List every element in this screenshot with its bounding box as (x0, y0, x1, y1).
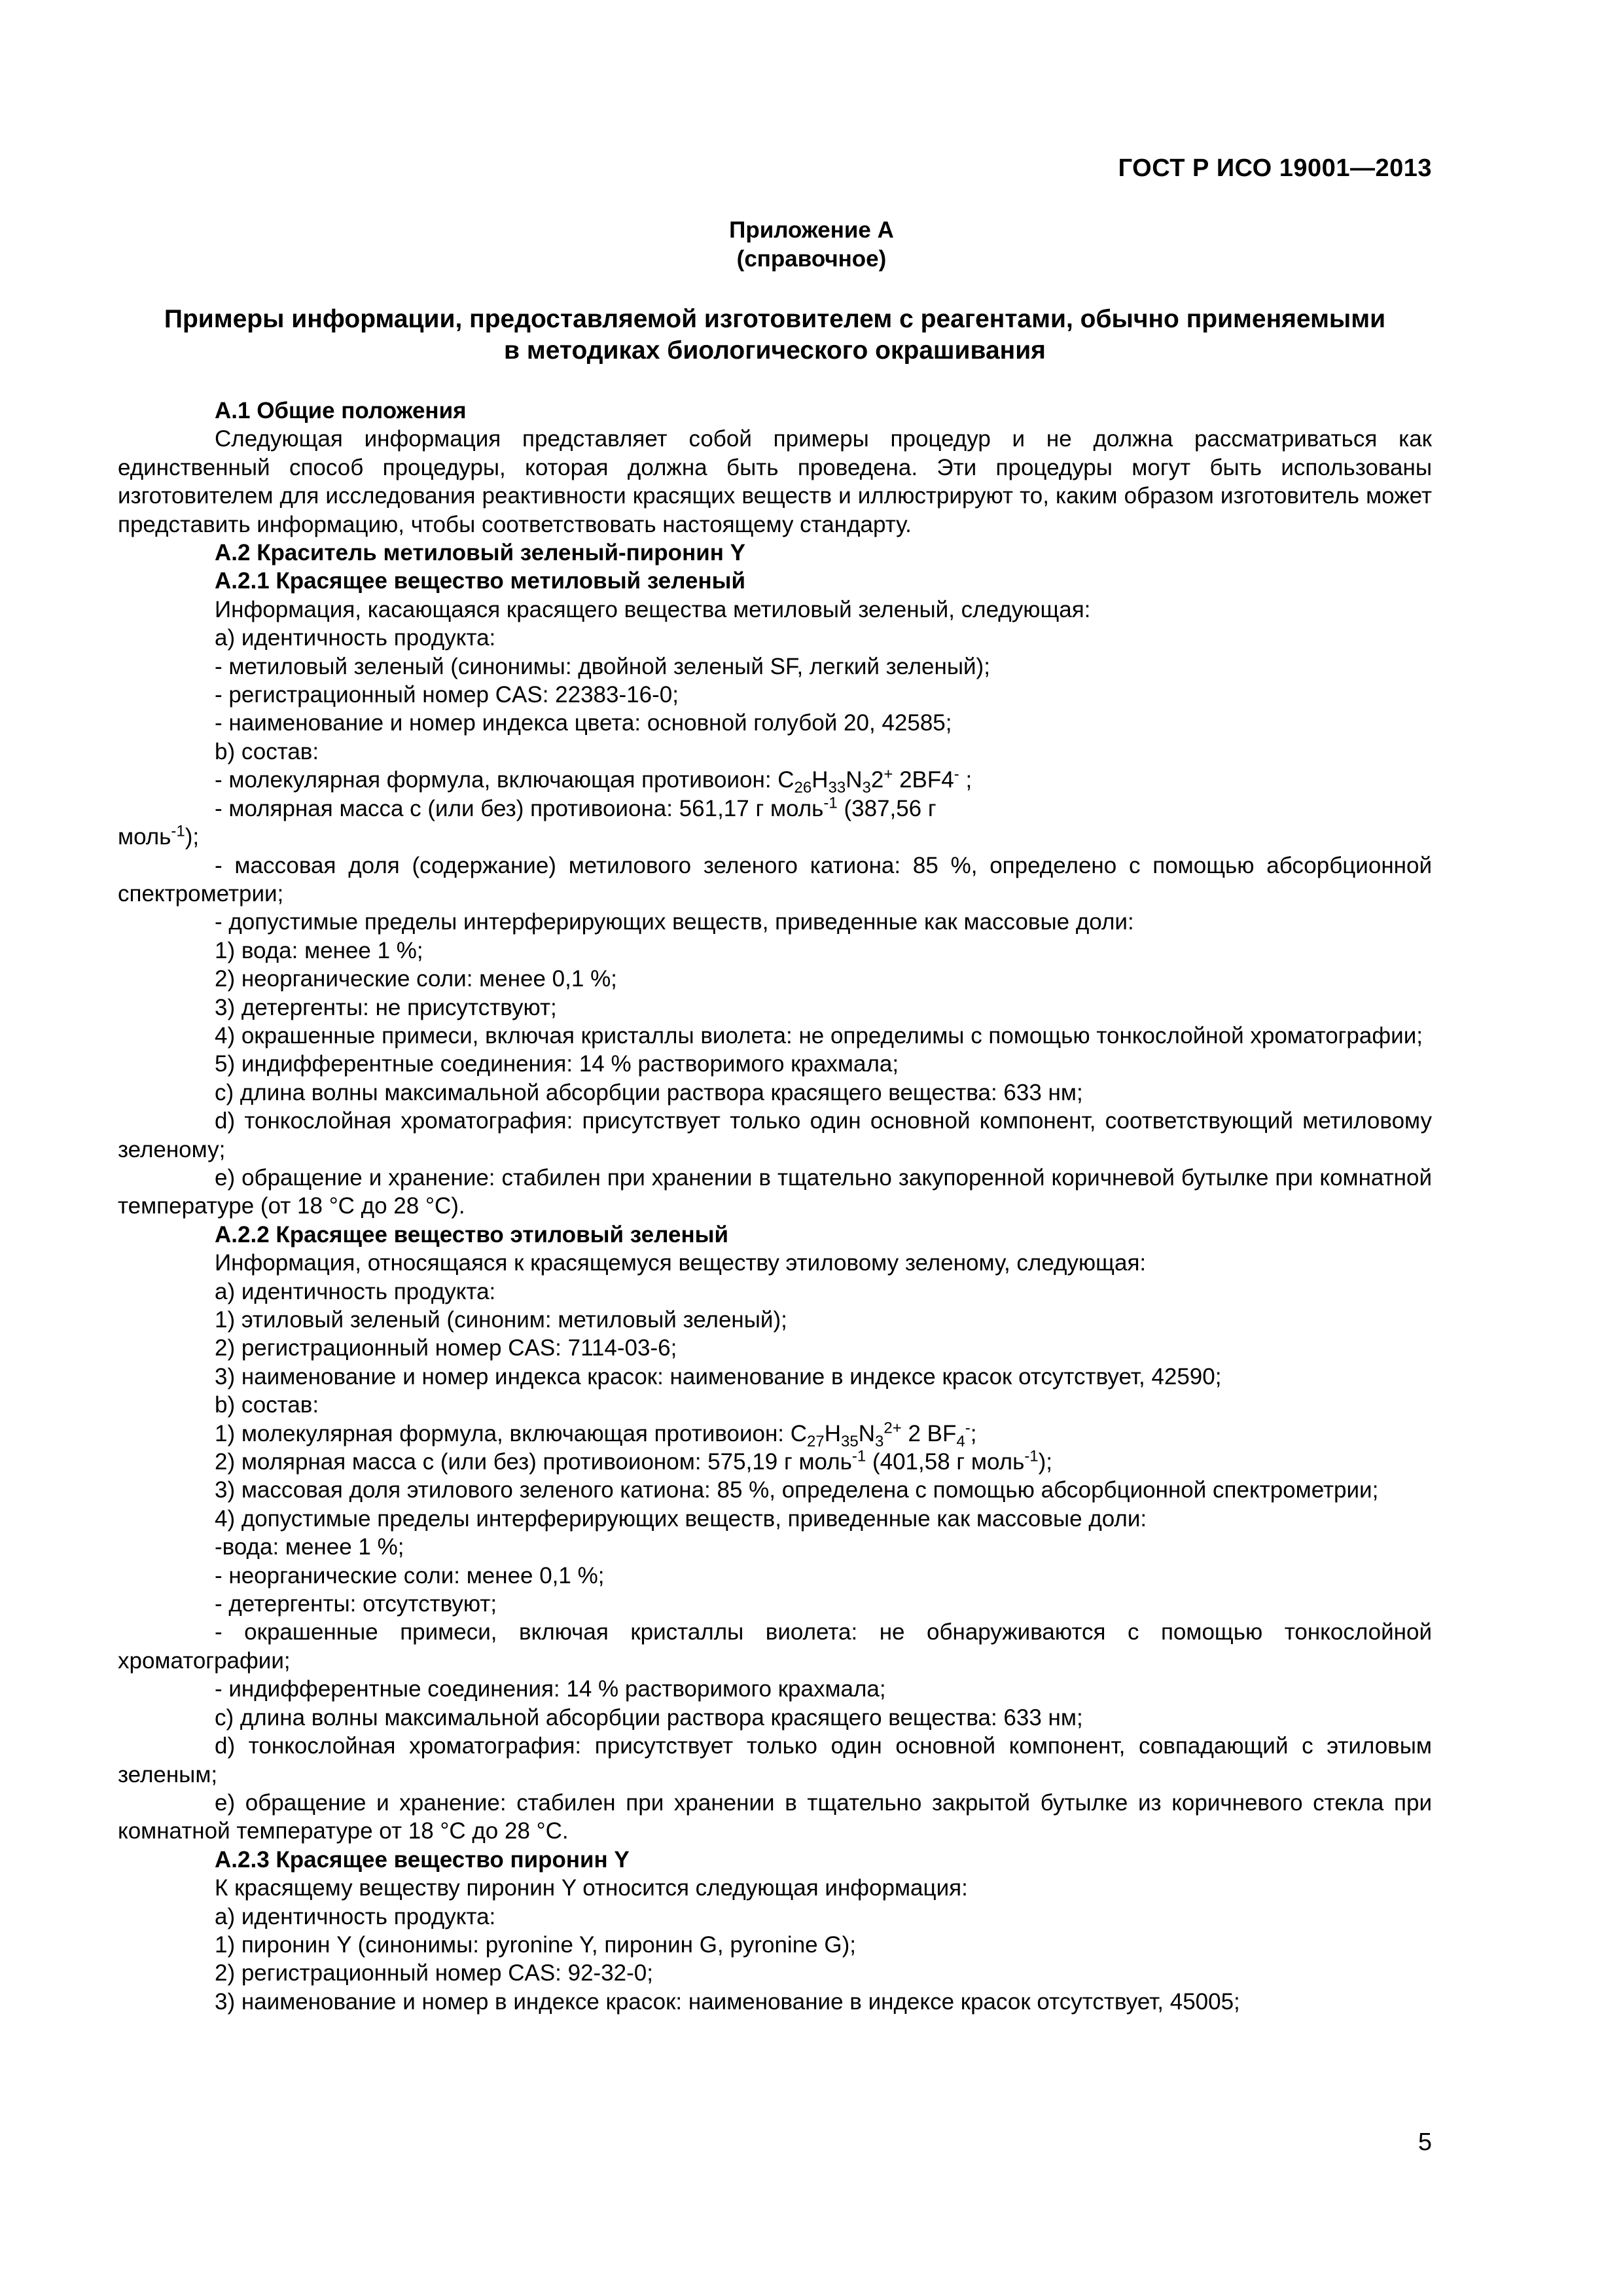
section-a21-molar-mass-cont (118, 823, 1432, 851)
section-a21-item-a: а) идентичность продукта: (215, 625, 496, 651)
formula-subscript: 27 (807, 1432, 825, 1450)
molar-mass-text: 2) молярная масса с (или без) противоионом: 575,19 г моль (215, 1449, 852, 1475)
section-a21-item-b: b) состав: (215, 738, 319, 764)
section-a21-heading: А.2.1 Красящее вещество метиловый зеленый (215, 568, 746, 594)
section-a21-item-a3: - наименование и номер индекса цвета: основной голубой 20, 42585; (215, 710, 952, 736)
formula-superscript: + (883, 765, 893, 783)
document-code-header: ГОСТ Р ИСО 19001—2013 (1118, 154, 1432, 182)
section-a22-formula (118, 1420, 1432, 1448)
section-a22-item-c: с) длина волны максимальной абсорбции раствора красящего вещества: 633 нм; (215, 1704, 1083, 1731)
molar-mass-text: - молярная масса с (или без) противоиона: 561,17 г моль (215, 795, 824, 821)
molar-mass-text: моль (118, 824, 171, 850)
section-a22-limit-1: -вода: менее 1 %; (215, 1534, 404, 1560)
section-a21-item-d: d) тонкослойная хроматография: присутствует только один основной компонент, соответствующий метиловому зеленому; (118, 1108, 1432, 1162)
formula-text: ; (970, 1420, 977, 1446)
appendix-kind: (справочное) (736, 246, 887, 272)
section-a1-paragraph: Следующая информация представляет собой примеры процедур и не должна рассматриваться как единственный способ процедуры, которая должна быть проведена. Эти процедуры могут быть использованы изготовителем для исследования реактивности красящих веществ и иллюстрируют то, каким образом изготовитель может представить информацию, чтобы соответствовать настоящему стандарту. (118, 426, 1432, 537)
formula-text: - молекулярная формула, включающая противоион: C (215, 767, 794, 793)
section-a22-limit-4: - окрашенные примеси, включая кристаллы виолета: не обнаруживаются с помощью тонкослойной хроматографии; (118, 1619, 1432, 1674)
molar-mass-superscript: -1 (823, 794, 838, 812)
appendix-title-line-1: Примеры информации, предоставляемой изготовителем с реагентами, обычно применяемыми (164, 305, 1386, 333)
section-a21-limits: - допустимые пределы интерферирующих веществ, приведенные как массовые доли: (215, 909, 1134, 935)
section-a21-limit-3: 3) детергенты: не присутствуют; (215, 994, 557, 1020)
molar-mass-superscript: -1 (851, 1447, 866, 1465)
section-a21-formula (118, 765, 1432, 797)
formula-text: H (824, 1420, 841, 1446)
section-a21-mass-fraction: - массовая доля (содержание) метилового зеленого катиона: 85 %, определено с помощью абсорбционной спектрометрии; (118, 852, 1432, 906)
section-a22-item-a2: 2) регистрационный номер CAS: 7114-03-6; (215, 1335, 677, 1361)
formula-text: 2 BF (901, 1420, 957, 1446)
section-a22-limit-3: - детергенты: отсутствуют; (215, 1591, 497, 1617)
section-a2-heading: А.2 Краситель метиловый зеленый-пиронин Y (215, 540, 745, 566)
appendix-label: Приложение А (729, 217, 894, 243)
section-a23-item-a1: 1) пиронин Y (синонимы: pyronine Y, пиронин G, pyronine G); (215, 1931, 856, 1958)
section-a22-limits: 4) допустимые пределы интерферирующих веществ, приведенные как массовые доли: (215, 1505, 1147, 1532)
formula-text: ; (959, 767, 972, 793)
molar-mass-text: ); (185, 824, 200, 850)
section-a21-intro: Информация, касающаяся красящего вещества метиловый зеленый, следующая: (215, 596, 1091, 622)
molar-mass-superscript: -1 (1024, 1447, 1039, 1465)
section-a21-item-c: с) длина волны максимальной абсорбции раствора красящего вещества: 633 нм; (215, 1079, 1083, 1105)
molar-mass-text: ); (1038, 1449, 1053, 1475)
formula-subscript: 3 (874, 1432, 884, 1450)
formula-subscript: 26 (794, 779, 812, 797)
formula-subscript: 4 (956, 1432, 965, 1450)
section-a21-item-e: е) обращение и хранение: стабилен при хранении в тщательно закупоренной коричневой бутылке при комнатной температуре (от 18 °С до 28 °С). (118, 1164, 1432, 1219)
section-a21-limit-1: 1) вода: менее 1 %; (215, 937, 423, 963)
section-a22-item-e: е) обращение и хранение: стабилен при хранении в тщательно закрытой бутылке из коричневого стекла при комнатной температуре от 18 °С до 28 °С. (118, 1789, 1432, 1844)
section-a23-item-a2: 2) регистрационный номер CAS: 92-32-0; (215, 1960, 653, 1986)
formula-subscript: 33 (828, 779, 846, 797)
section-a21-molar-mass (118, 795, 1432, 823)
section-a22-item-a3: 3) наименование и номер индекса красок: наименование в индексе красок отсутствует, 42590; (215, 1363, 1222, 1390)
section-a22-molar-mass (118, 1448, 1432, 1476)
section-a22-limit-2: - неорганические соли: менее 0,1 %; (215, 1562, 605, 1588)
section-a1-heading: А.1 Общие положения (215, 398, 467, 423)
section-a22-item-a1: 1) этиловый зеленый (синоним: метиловый зеленый); (215, 1307, 787, 1333)
section-a23-item-a: а) идентичность продукта: (215, 1903, 496, 1929)
section-a22-mass-fraction: 3) массовая доля этилового зеленого катиона: 85 %, определена с помощью абсорбционной спектрометрии; (215, 1477, 1379, 1503)
formula-superscript: - (965, 1418, 971, 1437)
page-number: 5 (1418, 2128, 1432, 2156)
formula-superscript: - (954, 765, 959, 783)
formula-text: 2 (870, 767, 884, 793)
formula-text: H (812, 767, 829, 793)
section-a22-intro: Информация, относящаяся к красящемуся веществу этиловому зеленому, следующая: (215, 1250, 1147, 1276)
molar-mass-superscript: -1 (171, 822, 185, 840)
section-a21-limit-4: 4) окрашенные примеси, включая кристаллы виолета: не определимы с помощью тонкослойной хроматографии; (215, 1022, 1423, 1049)
appendix-heading (0, 216, 1623, 274)
section-a23-item-a3: 3) наименование и номер в индексе красок: наименование в индексе красок отсутствует, 45005; (215, 1988, 1240, 2015)
section-a22-heading: А.2.2 Красящее вещество этиловый зеленый (215, 1221, 728, 1247)
appendix-title-line-2: в методиках биологического окрашивания (504, 336, 1046, 365)
section-a22-item-d: d) тонкослойная хроматография: присутствует только один основной компонент, совпадающий с этиловым зеленым; (118, 1733, 1432, 1787)
section-a21-item-a1: - метиловый зеленый (синонимы: двойной зеленый SF, легкий зеленый); (215, 653, 990, 679)
section-a21-item-a2: - регистрационный номер CAS: 22383-16-0; (215, 682, 679, 708)
section-a22-item-b: b) состав: (215, 1392, 319, 1418)
section-a22-limit-5: - индифферентные соединения: 14 % растворимого крахмала; (215, 1676, 886, 1702)
document-body (118, 397, 1432, 2016)
section-a23-intro: К красящему веществу пиронин Y относится следующая информация: (215, 1875, 968, 1901)
section-a21-limit-2: 2) неорганические соли: менее 0,1 %; (215, 966, 617, 992)
formula-text: 1) молекулярная формула, включающая противоион: C (215, 1420, 808, 1446)
formula-subscript: 35 (841, 1432, 859, 1450)
molar-mass-text: (401,58 г моль (866, 1449, 1025, 1475)
formula-text: N (846, 767, 863, 793)
section-a23-heading: А.2.3 Красящее вещество пиронин Y (215, 1846, 630, 1873)
molar-mass-text: (387,56 г (837, 795, 936, 821)
formula-text: 2BF4 (893, 767, 954, 793)
section-a22-item-a: а) идентичность продукта: (215, 1278, 496, 1304)
section-a21-limit-5: 5) индифферентные соединения: 14 % растворимого крахмала; (215, 1051, 899, 1077)
formula-superscript: 2+ (883, 1418, 902, 1437)
formula-subscript: 3 (862, 779, 871, 797)
appendix-title (118, 304, 1432, 367)
formula-text: N (858, 1420, 875, 1446)
